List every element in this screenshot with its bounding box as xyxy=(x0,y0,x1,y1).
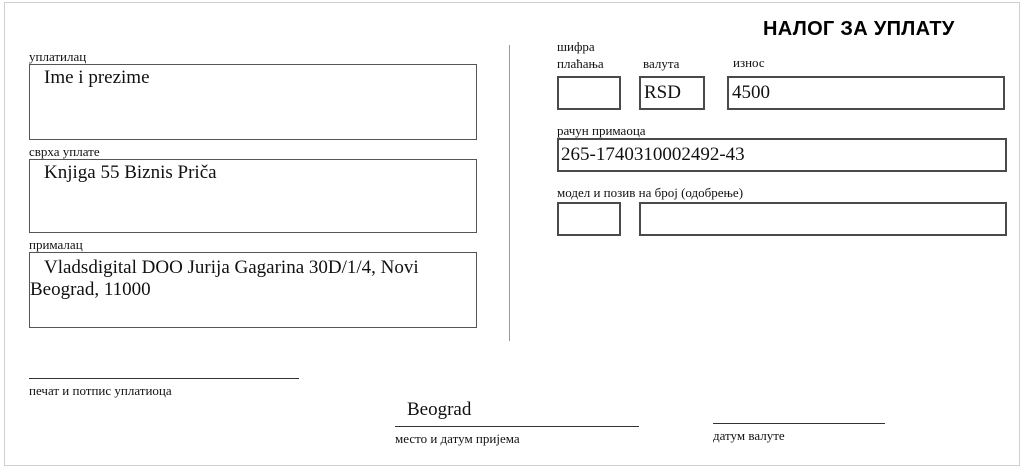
amount-field[interactable] xyxy=(727,76,1005,110)
payer-signature-label: печат и потпис уплатиоца xyxy=(29,383,172,398)
amount-label: износ xyxy=(733,55,765,70)
payment-code-label-line1: шифра xyxy=(557,39,595,54)
purpose-label: сврха уплате xyxy=(29,144,100,159)
purpose-value: Knjiga 55 Biznis Priča xyxy=(44,162,217,183)
payment-code-field[interactable] xyxy=(557,76,621,110)
recipient-field[interactable] xyxy=(29,252,477,328)
currency-value: RSD xyxy=(644,82,681,103)
model-field[interactable] xyxy=(557,202,621,236)
payer-value: Ime i prezime xyxy=(44,67,150,88)
recipient-account-label: рачун примаоца xyxy=(557,123,646,138)
model-reference-label: модел и позив на број (одобрење) xyxy=(557,185,744,200)
payment-slip xyxy=(4,2,1020,466)
reference-number-field[interactable] xyxy=(639,202,1007,236)
value-date-line xyxy=(713,423,885,424)
form-title: НАЛОГ ЗА УПЛАТУ xyxy=(763,18,955,40)
place-date-value: Beograd xyxy=(407,399,472,420)
currency-label: валута xyxy=(643,56,680,71)
purpose-field[interactable] xyxy=(29,159,477,233)
recipient-value: Vladsdigital DOO Jurija Gagarina 30D/1/4, Novi Beograd, 11000 xyxy=(30,257,419,300)
amount-value: 4500 xyxy=(732,82,770,103)
payer-field[interactable] xyxy=(29,64,477,140)
payer-label: уплатилац xyxy=(29,49,87,64)
column-divider xyxy=(509,45,510,341)
place-date-label: место и датум пријема xyxy=(395,431,520,446)
recipient-account-value: 265-1740310002492-43 xyxy=(561,144,745,165)
recipient-account-field[interactable] xyxy=(557,138,1007,172)
payment-code-label-line2: плаћања xyxy=(557,56,604,71)
value-date-label: датум валуте xyxy=(713,428,785,443)
place-date-line xyxy=(395,426,639,427)
recipient-label: прималац xyxy=(29,237,83,252)
payer-signature-line xyxy=(29,378,299,379)
currency-field[interactable] xyxy=(639,76,705,110)
